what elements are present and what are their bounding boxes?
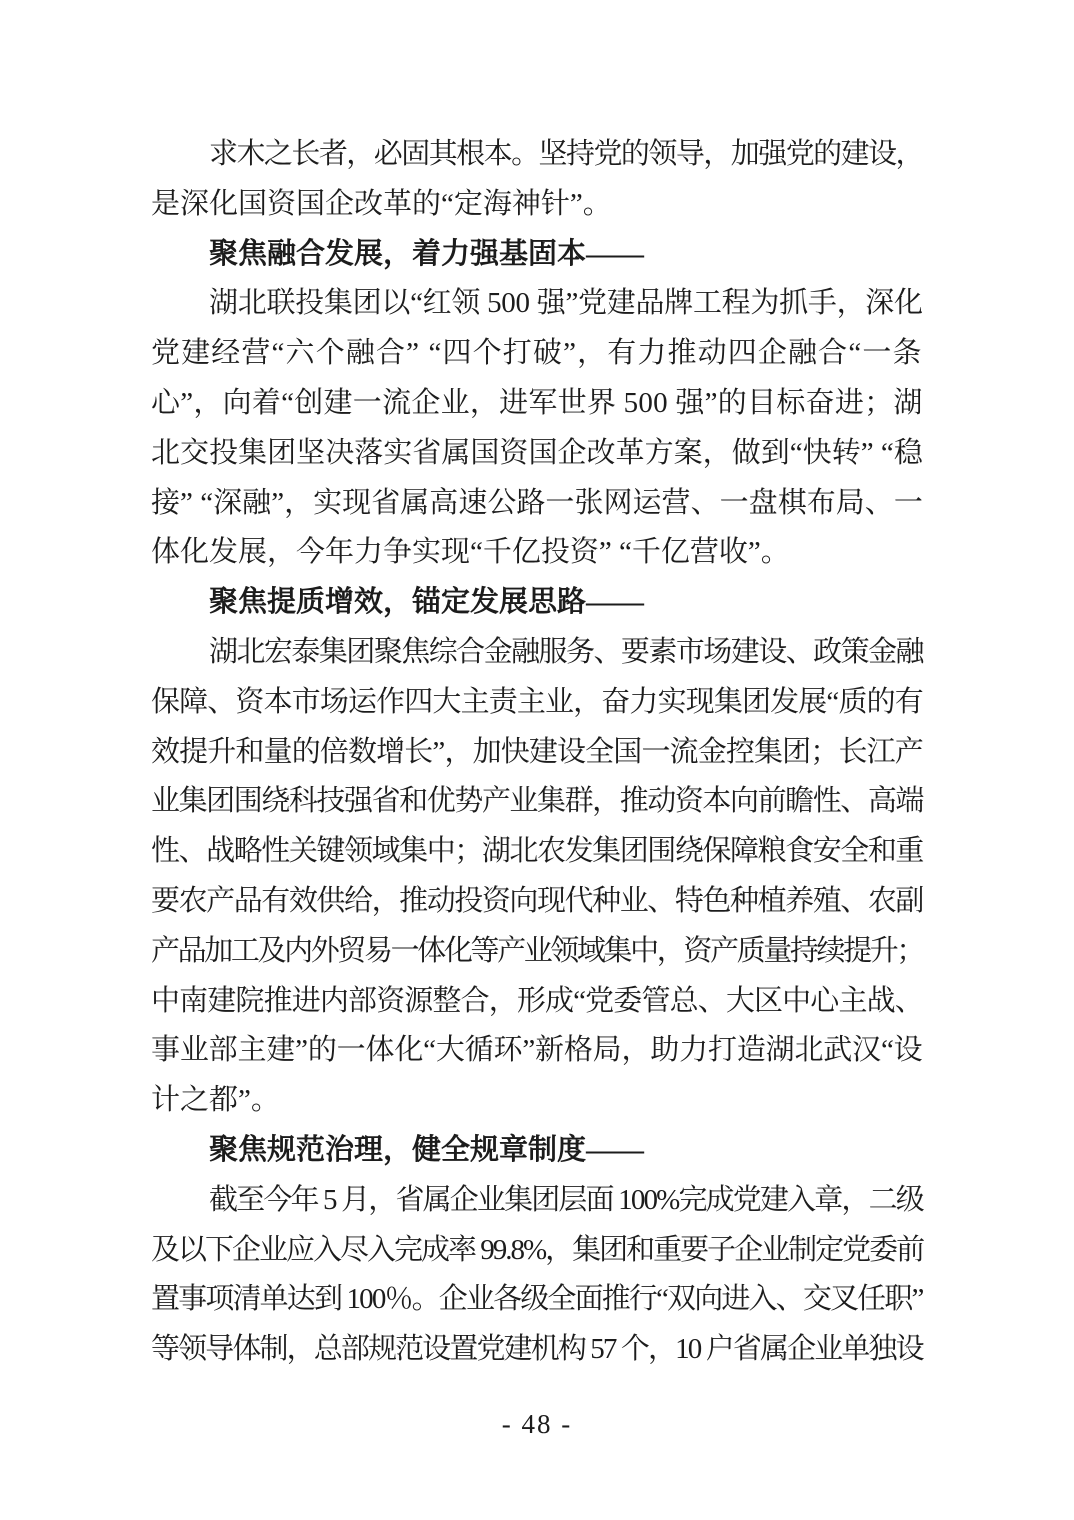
text-line: 计之都”。: [151, 1084, 280, 1117]
text-line: 党建经营“六个融合” “四个打破”，有力推动四企融合“一条: [151, 337, 923, 370]
text-line: 接” “深融”，实现省属高速公路一张网运营、一盘棋布局、一: [151, 486, 923, 519]
text-line: 体化发展，今年力争实现“千亿投资” “千亿营收”。: [151, 536, 790, 569]
text-line: 是深化国资国企改革的“定海神针”。: [151, 187, 612, 220]
text-line: 截至今年 5 月，省属企业集团层面 100%完成党建入章，二级: [209, 1183, 923, 1216]
text-line: 产品加工及内外贸易一体化等产业领域集中，资产质量持续提升；: [151, 934, 924, 967]
text-line: 求木之长者，必固其根本。坚持党的领导，加强党的建设，: [209, 138, 924, 170]
text-line: 保障、资本市场运作四大主责主业，奋力实现集团发展“质的有: [151, 685, 923, 718]
heading-line: 聚焦融合发展，着力强基固本——: [209, 237, 645, 270]
page-body: [151, 130, 923, 1375]
text-line: 事业部主建”的一体化“大循环”新格局，助力打造湖北武汉“设: [151, 1034, 923, 1067]
heading-line: 聚焦提质增效，锚定发展思路——: [209, 586, 645, 619]
text-line: 湖北联投集团以“红领 500 强”党建品牌工程为抓手，深化: [209, 287, 923, 320]
text-line: 置事项清单达到 100％。企业各级全面推行“双向进入、交叉任职”: [151, 1283, 923, 1316]
text-line: 湖北宏泰集团聚焦综合金融服务、要素市场建设、政策金融: [209, 635, 924, 668]
text-line: 北交投集团坚决落实省属国资国企改革方案，做到“快转” “稳: [151, 436, 923, 469]
text-line: 及以下企业应入尽入完成率 99.8%，集团和重要子企业制定党委前: [151, 1233, 924, 1266]
text-line: 中南建院推进内部资源整合，形成“党委管总、大区中心主战、: [151, 984, 923, 1017]
text-line: 要农产品有效供给，推动投资向现代种业、特色种植养殖、农副: [151, 884, 924, 917]
text-line: 效提升和量的倍数增长”，加快建设全国一流金控集团；长江产: [151, 735, 923, 768]
heading-line: 聚焦规范治理，健全规章制度——: [209, 1133, 645, 1166]
text-line: 业集团围绕科技强省和优势产业集群，推动资本向前瞻性、高端: [151, 785, 924, 818]
text-line: 等领导体制，总部规范设置党建机构 57 个，10 户省属企业单独设: [151, 1333, 923, 1366]
page-number: - 48 -: [501, 1409, 573, 1439]
text-line: 性、战略性关键领域集中；湖北农发集团围绕保障粮食安全和重: [151, 835, 924, 868]
text-line: 心”，向着“创建一流企业，进军世界 500 强”的目标奋进；湖: [151, 386, 923, 419]
